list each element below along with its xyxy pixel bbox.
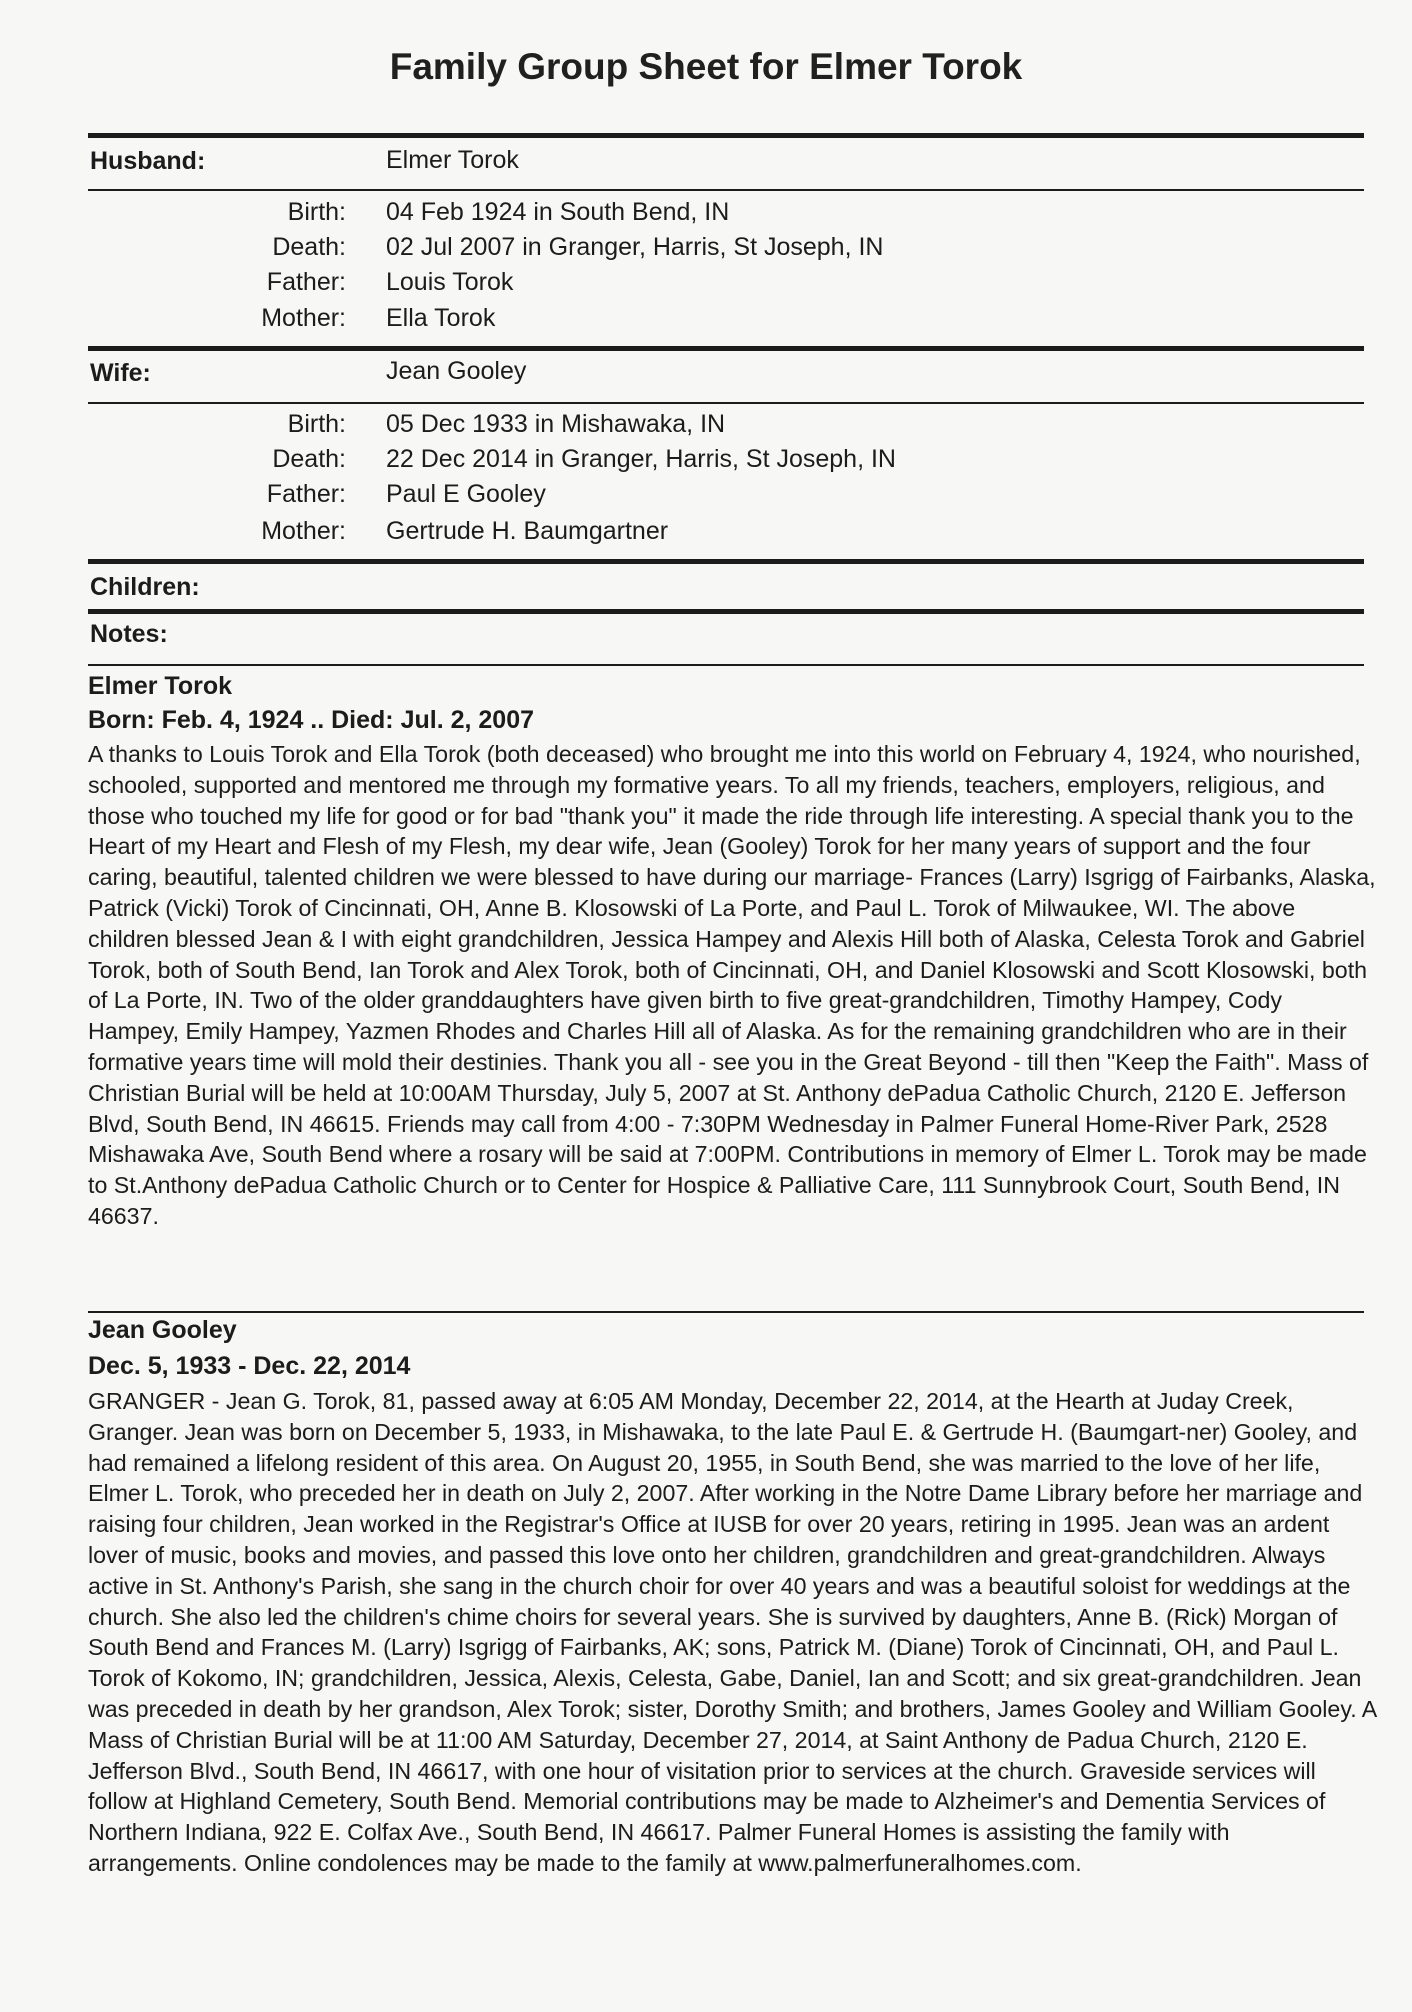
- section-rule: [88, 559, 1364, 564]
- note-text: A thanks to Louis Torok and Ella Torok (both deceased) who brought me into this world on February 4, 1924, who nourished, schooled, supported and mentored me through my formative years. To all my friends, teachers, employers, religious, and those who touched my life for good or for bad "thank you" it made the ride through life interesting. A special thank you to the Heart of my Heart and Flesh of my Flesh, my dear wife, Jean (Gooley) Torok for her many years of support and the four caring, beautiful, talented children we were blessed to have during our marriage- Frances (Larry) Isgrigg of Fairbanks, Alaska, Patrick (Vicki) Torok of Cincinnati, OH, Anne B. Klosowski of La Porte, and Paul L. Torok of Milwaukee, WI. The above children blessed Jean & I with eight grandchildren, Jessica Hampey and Alexis Hill both of Alaska, Celesta Torok and Gabriel Torok, both of South Bend, Ian Torok and Alex Torok, both of Cincinnati, OH, and Daniel Klosowski and Scott Klosowski, both of La Porte, IN. Two of the older granddaughters have given birth to five great-grandchildren, Timothy Hampey, Cody Hampey, Emily Hampey, Yazmen Rhodes and Charles Hill all of Alaska. As for the remaining grandchildren who are in their formative years time will mold their destinies. Thank you all - see you in the Great Beyond - till then "Keep the Faith". Mass of Christian Burial will be held at 10:00AM Thursday, July 5, 2007 at St. Anthony dePadua Catholic Church, 2120 E. Jefferson Blvd, South Bend, IN 46615. Friends may call from 4:00 - 7:30PM Wednesday in Palmer Funeral Home-River Park, 2528 Mishawaka Ave, South Bend where a rosary will be said at 7:00PM. Contributions in memory of Elmer L. Torok may be made to St.Anthony dePadua Catholic Church or to Center for Hospice & Palliative Care, 111 Sunnybrook Court, South Bend, IN 46637.: [88, 741, 1376, 1229]
- husband-name: Elmer Torok: [386, 146, 519, 174]
- husband-death-label: Death:: [272, 233, 346, 261]
- husband-birth-label: Birth:: [287, 198, 346, 226]
- husband-death-value: 02 Jul 2007 in Granger, Harris, St Joseph, IN: [386, 233, 884, 261]
- section-rule: [88, 346, 1364, 351]
- section-rule: [88, 609, 1364, 614]
- wife-label: Wife:: [90, 359, 151, 387]
- husband-label: Husband:: [90, 147, 206, 175]
- note-name: Jean Gooley: [88, 1316, 237, 1344]
- divider: [88, 189, 1364, 191]
- divider: [88, 664, 1364, 666]
- children-label: Children:: [90, 573, 200, 601]
- wife-father-value: Paul E Gooley: [386, 480, 546, 508]
- wife-father-label: Father:: [266, 480, 346, 508]
- wife-mother-value: Gertrude H. Baumgartner: [386, 517, 669, 545]
- wife-birth-value: 05 Dec 1933 in Mishawaka, IN: [386, 410, 726, 438]
- husband-birth-value: 04 Feb 1924 in South Bend, IN: [386, 198, 730, 226]
- note-dates: Dec. 5, 1933 - Dec. 22, 2014: [88, 1352, 411, 1380]
- wife-death-label: Death:: [272, 445, 346, 473]
- husband-father-label: Father:: [266, 268, 346, 296]
- wife-death-value: 22 Dec 2014 in Granger, Harris, St Joseph, IN: [386, 445, 896, 473]
- section-rule: [88, 133, 1364, 138]
- note-text: GRANGER - Jean G. Torok, 81, passed away at 6:05 AM Monday, December 22, 2014, at the Hearth at Juday Creek, Granger. Jean was born on December 5, 1933, in Mishawaka, to the late Paul E. & Gertrude H. (Baumgart-ner) Gooley, and had remained a lifelong resident of this area. On August 20, 1955, in South Bend, she was married to the love of her life, Elmer L. Torok, who preceded her in death on July 2, 2007. After working in the Notre Dame Library before her marriage and raising four children, Jean worked in the Registrar's Office at IUSB for over 20 years, retiring in 1995. Jean was an ardent lover of music, books and movies, and passed this love onto her children, grandchildren and great-grandchildren. Always active in St. Anthony's Parish, she sang in the church choir for over 40 years and was a beautiful soloist for weddings at the church. She also led the children's chime choirs for several years. She is survived by daughters, Anne B. (Rick) Morgan of South Bend and Frances M. (Larry) Isgrigg of Fairbanks, AK; sons, Patrick M. (Diane) Torok of Cincinnati, OH, and Paul L. Torok of Kokomo, IN; grandchildren, Jessica, Alexis, Celesta, Gabe, Daniel, Ian and Scott; and six great-grandchildren. Jean was preceded in death by her grandson, Alex Torok; sister, Dorothy Smith; and brothers, James Gooley and William Gooley. A Mass of Christian Burial will be at 11:00 AM Saturday, December 27, 2014, at Saint Anthony de Padua Church, 2120 E. Jefferson Blvd., South Bend, IN 46617, with one hour of visitation prior to services at the church. Graveside services will follow at Highland Cemetery, South Bend. Memorial contributions may be made to Alzheimer's and Dementia Services of Northern Indiana, 922 E. Colfax Ave., South Bend, IN 46617. Palmer Funeral Homes is assisting the family with arrangements. Online condolences may be made to the family at www.palmerfuneralhomes.com.: [88, 1388, 1376, 1876]
- wife-name: Jean Gooley: [386, 357, 527, 385]
- divider: [88, 1311, 1364, 1313]
- husband-mother-label: Mother:: [261, 304, 346, 332]
- note-dates: Born: Feb. 4, 1924 .. Died: Jul. 2, 2007: [88, 706, 534, 734]
- divider: [88, 402, 1364, 404]
- husband-father-value: Louis Torok: [386, 268, 514, 296]
- wife-birth-label: Birth:: [287, 410, 346, 438]
- page-title: Family Group Sheet for Elmer Torok: [389, 46, 1023, 87]
- husband-mother-value: Ella Torok: [386, 304, 496, 332]
- note-name: Elmer Torok: [88, 672, 233, 700]
- wife-mother-label: Mother:: [261, 517, 346, 545]
- notes-label: Notes:: [90, 620, 168, 648]
